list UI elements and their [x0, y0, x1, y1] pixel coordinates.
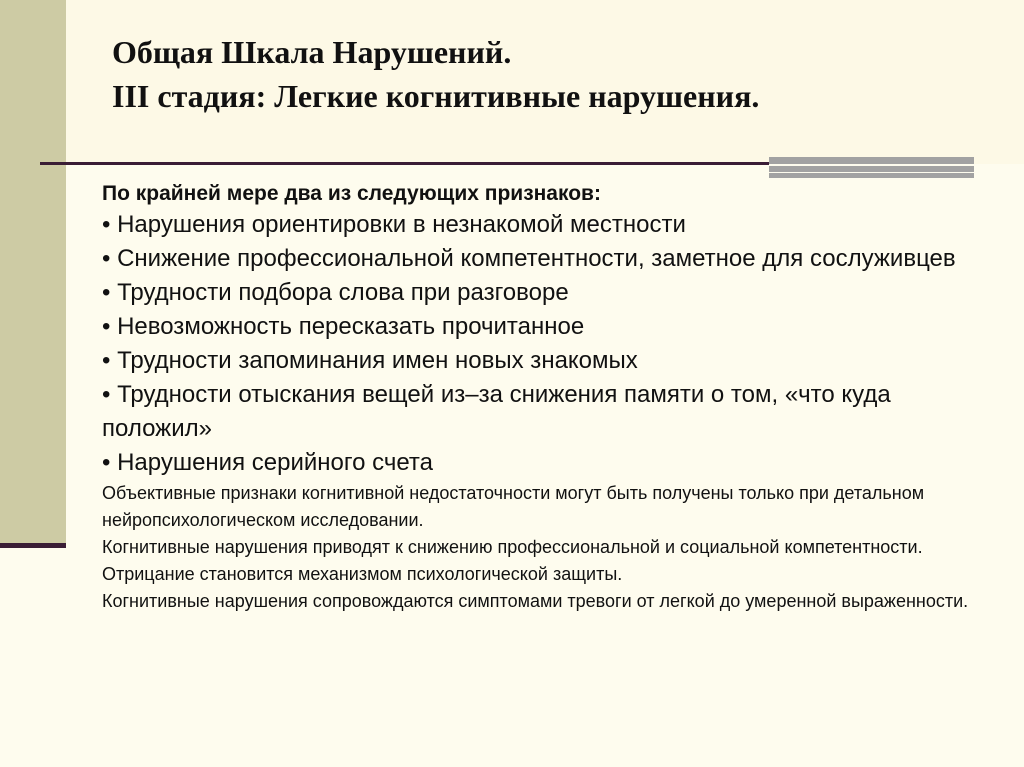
note-paragraph: Когнитивные нарушения приводят к снижению профессиональной и социальной компетентности.	[102, 537, 923, 557]
note-paragraph: Отрицание становится механизмом психологической защиты.	[102, 564, 623, 584]
list-item: • Трудности отыскания вещей из–за снижения памяти о том, «что куда положил»	[102, 381, 891, 442]
title-divider	[40, 162, 769, 165]
list-item: • Нарушения ориентировки в незнакомой местности	[102, 211, 686, 238]
left-band-underline	[0, 543, 66, 548]
slide-title	[112, 30, 759, 118]
list-item: • Трудности подбора слова при разговоре	[102, 279, 569, 306]
list-item: • Трудности запоминания имен новых знакомых	[102, 347, 638, 374]
note-paragraph: Объективные признаки когнитивной недостаточности могут быть получены только при детальном нейропсихологическом исследовании.	[102, 483, 925, 530]
intro-text: По крайней мере два из следующих признаков:	[102, 182, 601, 205]
title-line-1: Общая Шкала Нарушений.	[112, 34, 512, 70]
symptom-list	[102, 208, 982, 480]
slide-body	[102, 180, 982, 615]
note-paragraph: Когнитивные нарушения сопровождаются симптомами тревоги от легкой до умеренной выраженности.	[102, 591, 969, 611]
list-item: • Невозможность пересказать прочитанное	[102, 313, 585, 340]
gray-accent-bar	[769, 157, 974, 178]
title-line-2: III стадия: Легкие когнитивные нарушения.	[112, 78, 760, 114]
list-item: • Снижение профессиональной компетентности, заметное для сослуживцев	[102, 245, 956, 272]
list-item: • Нарушения серийного счета	[102, 449, 433, 476]
left-decorative-band	[0, 0, 66, 545]
